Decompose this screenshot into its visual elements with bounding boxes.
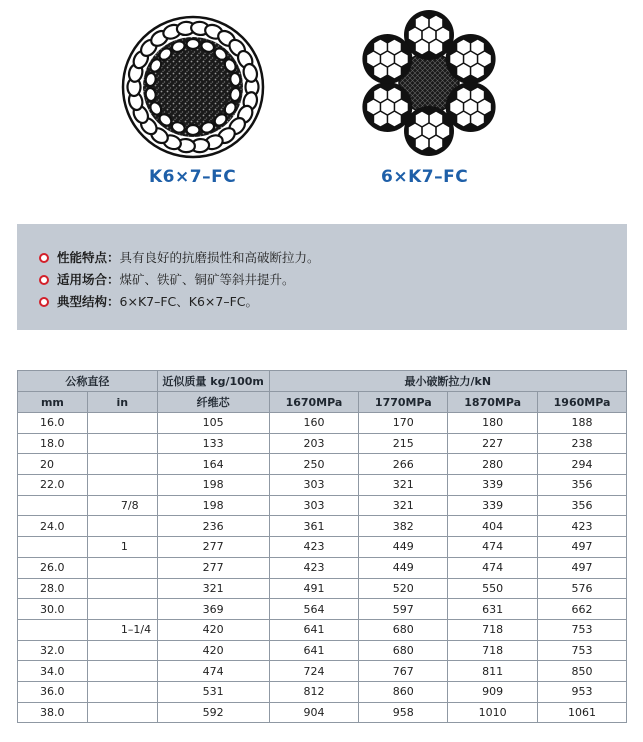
cell-mm: 18.0	[18, 433, 88, 454]
cell-strength: 238	[538, 433, 627, 454]
cell-in	[87, 681, 157, 702]
cell-strength: 294	[538, 454, 627, 475]
cell-strength: 753	[538, 640, 627, 661]
header-row	[18, 371, 627, 392]
bullet-icon	[39, 275, 49, 285]
cell-strength: 227	[448, 433, 538, 454]
cell-strength: 904	[269, 702, 359, 723]
cell-mm	[18, 537, 88, 558]
cell-strength: 1061	[538, 702, 627, 723]
cell-strength: 850	[538, 661, 627, 682]
cell-mm	[18, 495, 88, 516]
bullet-icon	[39, 253, 49, 263]
cell-strength: 597	[359, 599, 448, 620]
cell-strength: 449	[359, 537, 448, 558]
table-row	[18, 557, 627, 578]
cell-strength: 339	[448, 495, 538, 516]
cell-in	[87, 516, 157, 537]
cell-mass: 164	[157, 454, 269, 475]
table-row	[18, 681, 627, 702]
cell-in	[87, 413, 157, 434]
cell-in	[87, 640, 157, 661]
header-grade: 1960MPa	[538, 392, 627, 413]
spec-table	[17, 370, 627, 723]
cell-strength: 382	[359, 516, 448, 537]
cell-strength: 662	[538, 599, 627, 620]
cell-strength: 356	[538, 495, 627, 516]
cell-strength: 423	[538, 516, 627, 537]
table-row	[18, 619, 627, 640]
cell-in	[87, 702, 157, 723]
bullet-icon	[39, 297, 49, 307]
cell-in	[87, 475, 157, 496]
info-item: 性能特点： 具有良好的抗磨损性和高破断拉力。	[39, 247, 627, 269]
table-row	[18, 516, 627, 537]
cell-mm	[18, 619, 88, 640]
cell-mass: 198	[157, 475, 269, 496]
cell-mm: 24.0	[18, 516, 88, 537]
cell-strength: 641	[269, 640, 359, 661]
cell-strength: 449	[359, 557, 448, 578]
cell-strength: 474	[448, 557, 538, 578]
cell-strength: 356	[538, 475, 627, 496]
header-grade: 1770MPa	[359, 392, 448, 413]
cell-strength: 520	[359, 578, 448, 599]
cell-strength: 497	[538, 557, 627, 578]
cell-mm: 34.0	[18, 661, 88, 682]
cell-mass: 277	[157, 537, 269, 558]
cell-strength: 811	[448, 661, 538, 682]
cell-strength: 564	[269, 599, 359, 620]
cell-strength: 680	[359, 619, 448, 640]
cell-strength: 474	[448, 537, 538, 558]
cell-strength: 303	[269, 495, 359, 516]
cell-strength: 180	[448, 413, 538, 434]
figure-caption-1: K6×7–FC	[149, 167, 237, 187]
cell-strength: 361	[269, 516, 359, 537]
subheader-row	[18, 392, 627, 413]
cell-in	[87, 557, 157, 578]
cell-mm: 36.0	[18, 681, 88, 702]
cell-mass: 531	[157, 681, 269, 702]
cell-strength: 767	[359, 661, 448, 682]
cell-strength: 909	[448, 681, 538, 702]
cell-mass: 321	[157, 578, 269, 599]
figure-caption-2: 6×K7–FC	[381, 167, 469, 187]
cell-strength: 718	[448, 640, 538, 661]
table-row	[18, 640, 627, 661]
table-row	[18, 599, 627, 620]
cell-strength: 188	[538, 413, 627, 434]
table-row	[18, 433, 627, 454]
cell-strength: 339	[448, 475, 538, 496]
header-strength: 最小破断拉力/kN	[269, 371, 626, 392]
cell-strength: 280	[448, 454, 538, 475]
header-mass: 近似质量 kg/100m	[157, 371, 269, 392]
info-item: 典型结构： 6×K7–FC、K6×7–FC。	[39, 291, 627, 313]
cell-mm: 38.0	[18, 702, 88, 723]
cell-in	[87, 433, 157, 454]
header-in: in	[87, 392, 157, 413]
cell-strength: 497	[538, 537, 627, 558]
header-core: 纤维芯	[157, 392, 269, 413]
header-grade: 1670MPa	[269, 392, 359, 413]
cell-in	[87, 454, 157, 475]
table-row	[18, 454, 627, 475]
cell-strength: 550	[448, 578, 538, 599]
cell-mass: 277	[157, 557, 269, 578]
cell-strength: 631	[448, 599, 538, 620]
cell-mm: 20	[18, 454, 88, 475]
cell-mass: 198	[157, 495, 269, 516]
header-diameter: 公称直径	[18, 371, 158, 392]
cell-mass: 236	[157, 516, 269, 537]
cell-mass: 420	[157, 640, 269, 661]
cell-strength: 321	[359, 475, 448, 496]
cell-mm: 26.0	[18, 557, 88, 578]
cell-mass: 369	[157, 599, 269, 620]
cell-strength: 321	[359, 495, 448, 516]
table-row	[18, 495, 627, 516]
cell-mass: 474	[157, 661, 269, 682]
cell-strength: 423	[269, 557, 359, 578]
rope-cross-section-6xk7-fc-icon	[355, 8, 503, 158]
cell-in: 1	[87, 537, 157, 558]
table-row	[18, 578, 627, 599]
cell-strength: 724	[269, 661, 359, 682]
properties-panel	[17, 224, 627, 330]
cell-strength: 1010	[448, 702, 538, 723]
cell-mass: 133	[157, 433, 269, 454]
table-row	[18, 702, 627, 723]
cell-strength: 250	[269, 454, 359, 475]
cell-mass: 420	[157, 619, 269, 640]
table-row	[18, 537, 627, 558]
cell-in	[87, 599, 157, 620]
cell-strength: 404	[448, 516, 538, 537]
cell-strength: 303	[269, 475, 359, 496]
cell-strength: 170	[359, 413, 448, 434]
cell-mass: 105	[157, 413, 269, 434]
cell-strength: 215	[359, 433, 448, 454]
table-row	[18, 475, 627, 496]
cell-strength: 423	[269, 537, 359, 558]
cell-strength: 718	[448, 619, 538, 640]
cell-strength: 953	[538, 681, 627, 702]
cell-mm: 32.0	[18, 640, 88, 661]
cell-in	[87, 661, 157, 682]
cell-mm: 30.0	[18, 599, 88, 620]
table-row	[18, 661, 627, 682]
cell-strength: 812	[269, 681, 359, 702]
info-item: 适用场合： 煤矿、铁矿、铜矿等斜井提升。	[39, 269, 627, 291]
cell-strength: 860	[359, 681, 448, 702]
cell-strength: 491	[269, 578, 359, 599]
cell-mm: 28.0	[18, 578, 88, 599]
cell-strength: 958	[359, 702, 448, 723]
header-mm: mm	[18, 392, 88, 413]
cell-mass: 592	[157, 702, 269, 723]
table-row	[18, 413, 627, 434]
cell-strength: 753	[538, 619, 627, 640]
cell-strength: 266	[359, 454, 448, 475]
cell-mm: 22.0	[18, 475, 88, 496]
cell-strength: 641	[269, 619, 359, 640]
cell-strength: 160	[269, 413, 359, 434]
cell-strength: 576	[538, 578, 627, 599]
rope-cross-section-k6x7-fc-icon	[118, 12, 268, 162]
cell-strength: 680	[359, 640, 448, 661]
header-grade: 1870MPa	[448, 392, 538, 413]
cell-in	[87, 578, 157, 599]
cell-mm: 16.0	[18, 413, 88, 434]
cell-in: 1–1/4	[87, 619, 157, 640]
cell-strength: 203	[269, 433, 359, 454]
cell-in: 7/8	[87, 495, 157, 516]
